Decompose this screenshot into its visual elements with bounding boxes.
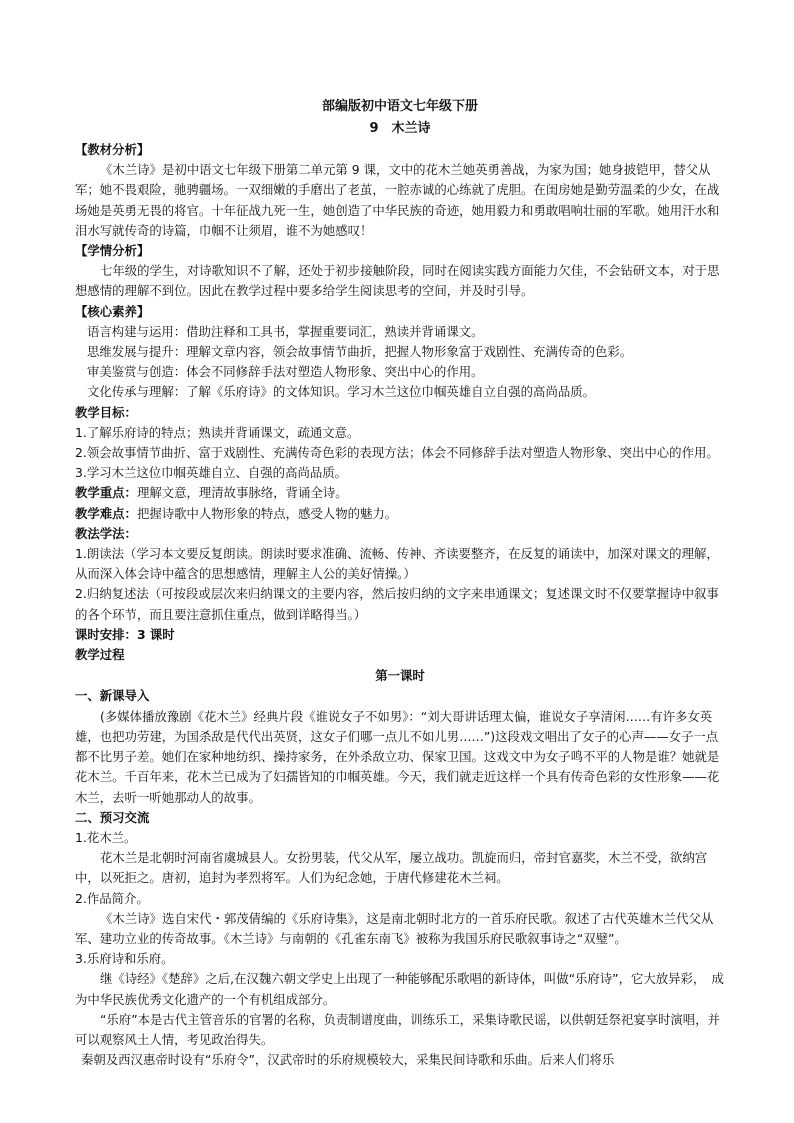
document-title: 部编版初中语文七年级下册 <box>321 99 478 114</box>
preview-item-title: 3.乐府诗和乐府。 <box>75 951 174 967</box>
goals-heading: 教学目标： <box>75 404 137 420</box>
learner-text: 七年级的学生，对诗歌知识不了解，还处于初步接触阶段，同时在阅读实践方面能力欠佳，不会钻研文本，对于思想感情的理解不到位。因此在教学过程中要多给学生阅读思考的空间，并及时引导。 <box>75 263 720 299</box>
hours-text: 3 课时 <box>136 626 175 642</box>
core-heading: 【核心素养】 <box>75 303 150 319</box>
learner-heading: 【学情分析】 <box>75 243 150 259</box>
difficulty-point <box>75 504 725 524</box>
lesson-title: 9 木兰诗 <box>369 121 431 136</box>
preview-item-text: “乐府”本是古代主管音乐的官署的名称，负责制谱度曲，训练乐工，采集诗歌民谣，以供朝廷祭祀宴享时演唱，并可以观察风土人情，考见政治得失。 <box>75 1011 720 1047</box>
goal-item: 1.了解乐府诗的特点；熟读并背诵课文，疏通文意。 <box>75 424 360 440</box>
method-item: 2.归纳复述法（可按段或层次来归纳课文的主要内容，然后按归纳的文字来串通课文；复述课文时不仅要掌握诗中叙事的各个环节，而且要注意抓住重点，做到详略得当。） <box>75 586 719 622</box>
key-text: 理解文意，理清故事脉络，背诵全诗。 <box>136 485 348 501</box>
material-text: 《木兰诗》是初中语文七年级下册第二单元第 9 课，文中的花木兰她英勇善战，为家为国；她身披铠甲，替父从军；她不畏艰险，驰骋疆场。一双细嫩的手磨出了老茧，一腔赤诚的心练就了虎胆。在闺房她是勤劳温柔的少女，在战场她是英勇无畏的将官。十年征战九死一生，她创造了中华民族的奇迹，她用毅力和勇敢唱响壮丽的军歌。她用汗水和泪水写就传奇的诗篇，巾帼不让须眉，谁不为她感叹！ <box>75 162 720 238</box>
difficulty-text: 把握诗歌中人物形象的特点，感受人物的魅力。 <box>136 505 398 521</box>
preview-item-title: 1.花木兰。 <box>75 829 137 845</box>
core-item: 语言构建与运用：借助注释和工具书，掌握重要词汇，熟读并背诵课文。 <box>87 323 484 339</box>
preview-item-text: 《木兰诗》选自宋代・郭茂倩编的《乐府诗集》，这是南北朝时北方的一首乐府民歌。叙述了古代英雄木兰代父从军、建功立业的传奇故事。《木兰诗》与南朝的《孔雀东南飞》被称为我国乐府民歌叙事诗之“双璧”。 <box>75 910 714 946</box>
hours-label: 课时安排： <box>75 626 137 642</box>
preview-item-text: 花木兰是北朝时河南省虞城县人。女扮男装，代父从军，屡立战功。凯旋而归，帝封官嘉奖，木兰不受，欲纳宫中，以死拒之。唐初，追封为孝烈将军。人们为纪念她，于唐代修建花木兰祠。 <box>75 850 708 886</box>
intro-heading: 一、新课导入 <box>75 688 150 704</box>
goal-item: 3.学习木兰这位巾帼英雄自立、自强的高尚品质。 <box>75 465 348 481</box>
preview-heading: 二、预习交流 <box>75 809 150 825</box>
method-heading: 教法学法： <box>75 525 137 541</box>
core-item: 思维发展与提升：理解文章内容，领会故事情节曲折，把握人物形象富于戏剧性、充满传奇的色彩。 <box>87 344 633 360</box>
core-item: 文化传承与理解：了解《乐府诗》的文体知识。学习木兰这位巾帼英雄自立自强的高尚品质。 <box>87 384 596 400</box>
key-point <box>75 483 725 503</box>
material-heading: 【教材分析】 <box>75 142 150 157</box>
difficulty-label: 教学难点： <box>75 505 137 521</box>
preview-item-text: 秦朝及西汉惠帝时设有“乐府令”，汉武帝时的乐府规模较大，采集民间诗歌和乐曲。后来人们将乐 <box>81 1052 615 1068</box>
key-label: 教学重点： <box>75 485 137 501</box>
goal-item: 2.领会故事情节曲折、富于戏剧性、充满传奇色彩的表现方法；体会不同修辞手法对塑造人物形象、突出中心的作用。 <box>75 445 719 461</box>
lesson1-title: 第一课时 <box>375 668 425 684</box>
preview-item-title: 2.作品简介。 <box>75 890 149 906</box>
intro-text: (多媒体播放豫剧《花木兰》经典片段《谁说女子不如男》：“刘大哥讲话理太偏，谁说女子享清闲……有许多女英雄，也把功劳建，为国杀敌是代代出英贤，这女子们哪一点儿不如儿男……”)这段戏文唱出了女子的心声——女子一点都不比男子差。她们在家种地纺织、操持家务，在外杀敌立功、保家卫国。这戏文中为女子鸣不平的人物是谁？她就是花木兰。千百年来，花木兰已成为了妇孺皆知的巾帼英雄。今天，我们就走近这样一个具有传奇色彩的女性形象——花木兰，去听一听她那动人的故事。 <box>75 708 720 805</box>
hours-line <box>75 625 725 645</box>
core-item: 审美鉴赏与创造：体会不同修辞手法对塑造人物形象、突出中心的作用。 <box>87 364 484 380</box>
document-page <box>75 96 725 1070</box>
method-item: 1.朗读法（学习本文要反复朗读。朗读时要求准确、流畅、传神、齐读要整齐，在反复的诵读中，加深对课文的理解，从而深入体会诗中蕴含的思想感情，理解主人公的美好情操。） <box>75 546 719 582</box>
preview-item-text: 继《诗经》《楚辞》之后,在汉魏六朝文学史上出现了一种能够配乐歌唱的新诗体，叫做“乐府诗”，它大放异彩， 成为中华民族优秀文化遗产的一个有机组成部分。 <box>75 971 724 1007</box>
process-heading: 教学过程 <box>75 647 125 663</box>
